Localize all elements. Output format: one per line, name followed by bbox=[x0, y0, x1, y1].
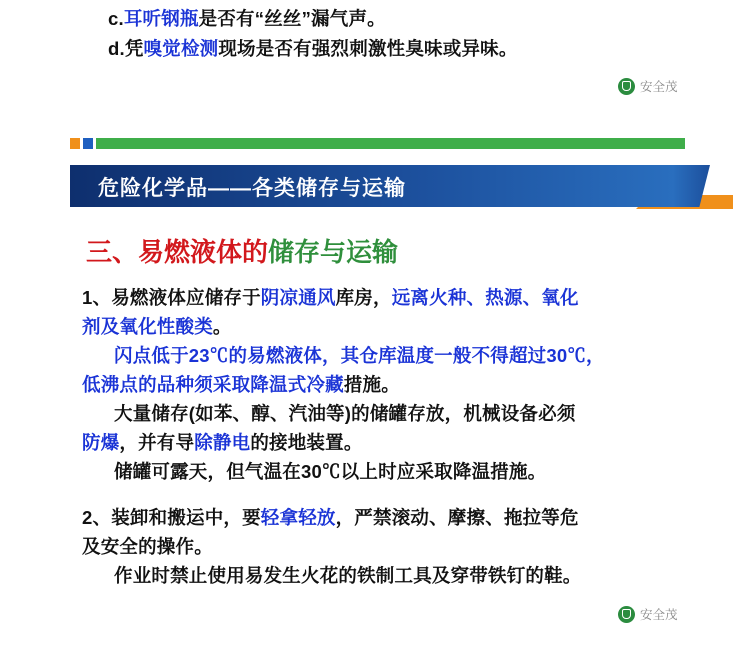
accent-bar-orange bbox=[70, 138, 80, 149]
p2-line1-seg-2: ，严禁滚动、摩擦、拖拉等危 bbox=[335, 507, 579, 528]
section-heading-number: 三、 bbox=[86, 237, 139, 267]
p1-line6-seg-0: 防爆 bbox=[82, 432, 120, 453]
body-line bbox=[82, 283, 722, 312]
p1-line2-seg-1: 。 bbox=[212, 316, 232, 337]
p1-line6-seg-3: 的接地装置。 bbox=[250, 432, 363, 453]
note-c-seg-1: 耳听钢瓶 bbox=[123, 8, 199, 29]
note-d-seg-1: 嗅觉检测 bbox=[143, 38, 219, 59]
p2-line3-seg-0: 作业时禁止使用易发生火花的铁制工具及穿带铁钉的鞋。 bbox=[114, 565, 582, 586]
p2-line1-seg-1: 轻拿轻放 bbox=[260, 507, 336, 528]
p1-line7-seg-0: 储罐可露天，但气温在30℃以上时应采取降温措施。 bbox=[114, 461, 547, 482]
section-heading-emphasis: 易燃液体的 bbox=[138, 237, 269, 267]
p1-line6-seg-2: 除静电 bbox=[194, 432, 251, 453]
p1-line1-seg-1: 阴凉通风 bbox=[260, 287, 336, 308]
top-notes-block bbox=[0, 0, 733, 64]
body-line bbox=[82, 370, 722, 399]
p1-line3-seg-0: 闪点低于23℃的易燃液体，其仓库温度一般不得超过30℃， bbox=[114, 345, 605, 366]
p1-line2-seg-0: 剂及氧化性酸类 bbox=[82, 316, 213, 337]
p2-line2-seg-0: 及安全的操作。 bbox=[82, 536, 213, 557]
watermark-label: 安全茂 bbox=[640, 80, 678, 94]
p1-line4-seg-0: 低沸点的品种须采取降温式冷藏 bbox=[82, 374, 344, 395]
note-line-d bbox=[0, 34, 733, 64]
section-heading bbox=[86, 232, 398, 269]
shield-logo-icon bbox=[618, 78, 635, 95]
note-c-seg-0: c. bbox=[108, 8, 124, 29]
title-banner bbox=[70, 165, 710, 207]
note-c-seg-2: 是否有“丝丝”漏气声。 bbox=[198, 8, 386, 29]
body-line bbox=[82, 532, 722, 561]
section-heading-rest: 储存与运输 bbox=[268, 237, 399, 267]
watermark-bottom bbox=[618, 605, 678, 623]
body-line bbox=[82, 428, 722, 457]
p2-line1-seg-0: 2、装卸和搬运中，要 bbox=[82, 507, 261, 528]
accent-bars bbox=[70, 138, 715, 149]
p1-line1-seg-3: 远离火种、热源、氧化 bbox=[391, 287, 579, 308]
body-line bbox=[82, 341, 722, 370]
p1-line6-seg-1: ，并有导 bbox=[119, 432, 195, 453]
note-d-seg-2: 现场是否有强烈刺激性臭味或异味。 bbox=[218, 38, 518, 59]
note-d-seg-0: d.凭 bbox=[108, 38, 144, 59]
body-line bbox=[82, 561, 722, 590]
body-line bbox=[82, 503, 722, 532]
body-block bbox=[82, 283, 722, 590]
shield-logo-icon bbox=[618, 606, 635, 623]
p1-line5-seg-0: 大量储存(如苯、醇、汽油等)的储罐存放，机械设备必须 bbox=[114, 403, 576, 424]
watermark-top bbox=[618, 77, 678, 95]
accent-bar-blue bbox=[83, 138, 93, 149]
body-line bbox=[82, 312, 722, 341]
body-line bbox=[82, 457, 722, 486]
p1-line1-seg-2: 库房， bbox=[335, 287, 392, 308]
p1-line1-seg-0: 1、易燃液体应储存于 bbox=[82, 287, 261, 308]
note-line-c bbox=[0, 4, 733, 34]
watermark-label: 安全茂 bbox=[640, 608, 678, 622]
p1-line4-seg-1: 措施。 bbox=[343, 374, 400, 395]
accent-bar-green bbox=[96, 138, 685, 149]
body-line bbox=[82, 399, 722, 428]
banner-title: 危险化学品——各类储存与运输 bbox=[98, 177, 406, 200]
